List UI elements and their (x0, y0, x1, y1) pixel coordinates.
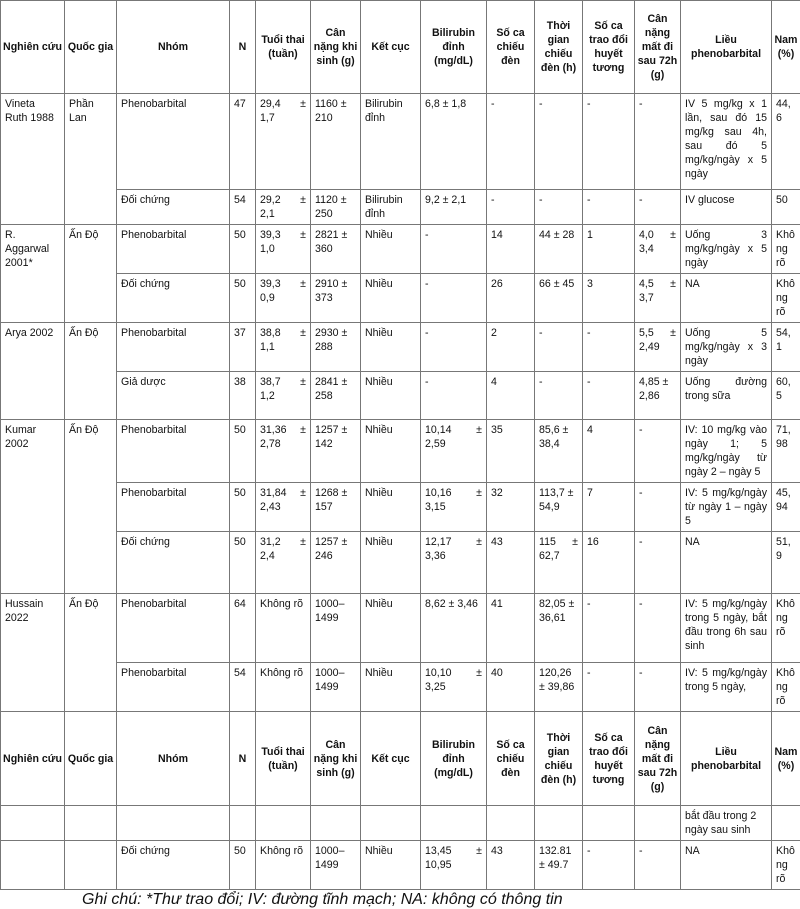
table-cell: - (635, 663, 681, 712)
header-cell: Tuổi thai (tuần) (256, 712, 311, 806)
table-cell (65, 841, 117, 890)
header-cell: Liều phenobarbital (681, 1, 772, 94)
table-cell: Nhiều (361, 532, 421, 594)
country-cell: Ấn Độ (65, 225, 117, 323)
table-cell: - (583, 841, 635, 890)
table-cell: 14 (487, 225, 535, 274)
table-row (1, 323, 800, 372)
table-cell (117, 806, 230, 841)
table-cell (1, 841, 65, 890)
table-cell: 1000–1499 (311, 663, 361, 712)
table-cell: Phenobarbital (117, 594, 230, 663)
table-cell: Đối chứng (117, 274, 230, 323)
table-cell: Bilirubin đỉnh (361, 94, 421, 190)
table-cell: 50 (230, 483, 256, 532)
study-name-cell: Arya 2002 (1, 323, 65, 420)
header-cell: Nam (%) (772, 712, 800, 806)
table-cell: 51,9 (772, 532, 800, 594)
header-cell: Quốc gia (65, 1, 117, 94)
table-cell: 41 (487, 594, 535, 663)
country-cell: Ấn Độ (65, 594, 117, 712)
table-cell: - (583, 323, 635, 372)
table-cell: 1000–1499 (311, 841, 361, 890)
table-cell: 31,84 ± 2,43 (256, 483, 311, 532)
table-cell: Không rõ (772, 663, 800, 712)
table-cell: 43 (487, 841, 535, 890)
header-row (1, 1, 800, 94)
table-cell: Không rõ (772, 841, 800, 890)
table-cell: 6,8 ± 1,8 (421, 94, 487, 190)
table-cell: Nhiều (361, 841, 421, 890)
header-cell: Bilirubin đỉnh (mg/dL) (421, 712, 487, 806)
table-cell: 71,98 (772, 420, 800, 483)
table-cell: 37 (230, 323, 256, 372)
table-cell: 29,4 ± 1,7 (256, 94, 311, 190)
table-cell: 13,45 ± 10,95 (421, 841, 487, 890)
table-cell: Bilirubin đỉnh (361, 190, 421, 225)
table-cell: - (635, 532, 681, 594)
table-cell: 1268 ± 157 (311, 483, 361, 532)
table-cell: Không rõ (256, 841, 311, 890)
table-cell: Phenobarbital (117, 225, 230, 274)
table-cell: 26 (487, 274, 535, 323)
table-cell: IV: 5 mg/kg/ngày trong 5 ngày, bắt đầu trong 6h sau sinh (681, 594, 772, 663)
table-cell: Phenobarbital (117, 663, 230, 712)
table-cell: 31,36 ± 2,78 (256, 420, 311, 483)
header-cell: N (230, 712, 256, 806)
table-cell: 50 (230, 225, 256, 274)
header-cell: Cân nặng mất đi sau 72h (g) (635, 712, 681, 806)
table-cell: Nhiều (361, 225, 421, 274)
table-row (1, 594, 800, 663)
table-cell: 1257 ± 142 (311, 420, 361, 483)
table-cell: 39,3 ± 0,9 (256, 274, 311, 323)
header-cell: Kết cục (361, 712, 421, 806)
table-cell: Không rõ (772, 225, 800, 274)
table-cell: - (635, 190, 681, 225)
table-cell: - (635, 94, 681, 190)
header-cell: N (230, 1, 256, 94)
repeated-header-row (1, 712, 800, 806)
table-cell: 82,05 ± 36,61 (535, 594, 583, 663)
country-cell: Ấn Độ (65, 420, 117, 594)
table-row (1, 806, 800, 841)
table-cell: 66 ± 45 (535, 274, 583, 323)
table-cell: - (421, 323, 487, 372)
table-cell: 43 (487, 532, 535, 594)
header-cell: Thời gian chiếu đèn (h) (535, 712, 583, 806)
table-cell: - (421, 372, 487, 420)
table-cell: 10,10 ± 3,25 (421, 663, 487, 712)
header-cell: Nghiên cứu (1, 712, 65, 806)
table-cell (230, 806, 256, 841)
table-cell: 35 (487, 420, 535, 483)
table-cell (256, 806, 311, 841)
table-cell (311, 806, 361, 841)
table-cell: - (583, 663, 635, 712)
table-cell: 1160 ± 210 (311, 94, 361, 190)
table-cell: 3 (583, 274, 635, 323)
table-cell: - (535, 372, 583, 420)
header-cell: Nhóm (117, 1, 230, 94)
table-cell: Không rõ (256, 594, 311, 663)
table-cell: Nhiều (361, 663, 421, 712)
table-cell: - (583, 190, 635, 225)
table-cell: 31,2 ± 2,4 (256, 532, 311, 594)
table-cell: 40 (487, 663, 535, 712)
table-cell: - (583, 372, 635, 420)
table-cell: 50 (230, 420, 256, 483)
table-cell: 4 (487, 372, 535, 420)
table-cell: Nhiều (361, 483, 421, 532)
table-cell: 47 (230, 94, 256, 190)
table-cell: 1120 ± 250 (311, 190, 361, 225)
study-name-cell: Kumar 2002 (1, 420, 65, 594)
table-cell: Giả dược (117, 372, 230, 420)
table-cell: Uống 3 mg/kg/ngày x 5 ngày (681, 225, 772, 274)
table-cell: 29,2 ± 2,1 (256, 190, 311, 225)
table-row (1, 190, 800, 225)
table-cell: 2 (487, 323, 535, 372)
table-cell: 2841 ± 258 (311, 372, 361, 420)
table-cell: Đối chứng (117, 532, 230, 594)
header-cell: Số ca trao đổi huyết tương (583, 712, 635, 806)
table-cell: 38,7 ± 1,2 (256, 372, 311, 420)
table-cell (583, 806, 635, 841)
table-cell: NA (681, 274, 772, 323)
table-cell: Đối chứng (117, 841, 230, 890)
table-cell: 45,94 (772, 483, 800, 532)
table-cell: NA (681, 841, 772, 890)
table-row (1, 841, 800, 890)
header-cell: Cân nặng khi sinh (g) (311, 712, 361, 806)
table-cell: Phenobarbital (117, 483, 230, 532)
header-cell: Cân nặng khi sinh (g) (311, 1, 361, 94)
country-cell: Ấn Độ (65, 323, 117, 420)
header-cell: Tuổi thai (tuần) (256, 1, 311, 94)
table-cell: 54 (230, 190, 256, 225)
table-cell: Phenobarbital (117, 94, 230, 190)
table-cell: - (535, 323, 583, 372)
table-cell: - (635, 483, 681, 532)
table-cell: 50 (230, 841, 256, 890)
table-cell: 2930 ± 288 (311, 323, 361, 372)
table-cell: 44,6 (772, 94, 800, 190)
table-cell (772, 806, 800, 841)
footnote: Ghi chú: *Thư trao đổi; IV: đường tĩnh mạch; NA: không có thông tin (0, 890, 800, 909)
header-cell: Bilirubin đỉnh (mg/dL) (421, 1, 487, 94)
table-cell: Phenobarbital (117, 323, 230, 372)
table-cell: Nhiều (361, 594, 421, 663)
table-row (1, 274, 800, 323)
table-cell: 2910 ± 373 (311, 274, 361, 323)
table-cell: - (487, 94, 535, 190)
table-cell: - (421, 274, 487, 323)
table-cell (361, 806, 421, 841)
table-cell: 85,6 ± 38,4 (535, 420, 583, 483)
table-cell: Nhiều (361, 274, 421, 323)
table-cell: - (583, 594, 635, 663)
table-cell: Không rõ (256, 663, 311, 712)
table-cell: - (583, 94, 635, 190)
table-cell (487, 806, 535, 841)
table-cell: 50 (772, 190, 800, 225)
table-cell: - (635, 841, 681, 890)
country-cell: Phần Lan (65, 94, 117, 225)
table-cell: 39,3 ± 1,0 (256, 225, 311, 274)
table-cell: Phenobarbital (117, 420, 230, 483)
table-row (1, 94, 800, 190)
header-cell: Số ca chiếu đèn (487, 1, 535, 94)
table-cell: 1257 ± 246 (311, 532, 361, 594)
table-cell: - (635, 420, 681, 483)
table-row (1, 372, 800, 420)
table-row (1, 663, 800, 712)
table-cell: NA (681, 532, 772, 594)
table-cell: IV glucose (681, 190, 772, 225)
header-cell: Thời gian chiếu đèn (h) (535, 1, 583, 94)
table-row (1, 225, 800, 274)
table-cell (635, 806, 681, 841)
study-name-cell: R. Aggarwal 2001* (1, 225, 65, 323)
table-row (1, 483, 800, 532)
table-cell: 8,62 ± 3,46 (421, 594, 487, 663)
header-cell: Số ca chiếu đèn (487, 712, 535, 806)
table-cell: Không rõ (772, 274, 800, 323)
header-cell: Kết cục (361, 1, 421, 94)
table-cell: 4 (583, 420, 635, 483)
table-cell: 60,5 (772, 372, 800, 420)
table-cell: - (535, 190, 583, 225)
table-cell (421, 806, 487, 841)
header-cell: Cân nặng mất đi sau 72h (g) (635, 1, 681, 94)
table-cell: Nhiều (361, 323, 421, 372)
table-cell: bắt đầu trong 2 ngày sau sinh (681, 806, 772, 841)
table-cell: Nhiều (361, 372, 421, 420)
table-cell (1, 806, 65, 841)
table-cell: - (421, 225, 487, 274)
table-cell: 44 ± 28 (535, 225, 583, 274)
table-cell: - (635, 594, 681, 663)
table-cell: 38 (230, 372, 256, 420)
header-cell: Nhóm (117, 712, 230, 806)
study-name-cell: Vineta Ruth 1988 (1, 94, 65, 225)
table-cell: Uống 5 mg/kg/ngày x 3 ngày (681, 323, 772, 372)
table-row (1, 420, 800, 483)
table-cell (65, 806, 117, 841)
table-cell: IV 5 mg/kg x 1 lần, sau đó 15 mg/kg sau 4h, sau đó 5 mg/kg/ngày x 5 ngày (681, 94, 772, 190)
table-cell: 5,5 ± 2,49 (635, 323, 681, 372)
table-cell: Không rõ (772, 594, 800, 663)
table-cell: Đối chứng (117, 190, 230, 225)
table-cell: 2821 ± 360 (311, 225, 361, 274)
table-cell: IV: 10 mg/kg vào ngày 1; 5 mg/kg/ngày từ ngày 2 – ngày 5 (681, 420, 772, 483)
table-cell: 113,7 ± 54,9 (535, 483, 583, 532)
table-cell: 32 (487, 483, 535, 532)
header-cell: Nghiên cứu (1, 1, 65, 94)
header-cell: Quốc gia (65, 712, 117, 806)
table-cell: 9,2 ± 2,1 (421, 190, 487, 225)
table-cell: - (487, 190, 535, 225)
table-cell: 38,8 ± 1,1 (256, 323, 311, 372)
table-cell: 50 (230, 532, 256, 594)
table-cell: 4,0 ± 3,4 (635, 225, 681, 274)
header-cell: Liều phenobarbital (681, 712, 772, 806)
table-cell: 120,26 ± 39,86 (535, 663, 583, 712)
table-cell: 50 (230, 274, 256, 323)
table-cell: 10,16 ± 3,15 (421, 483, 487, 532)
table-cell: 16 (583, 532, 635, 594)
table-cell: Uống đường trong sữa (681, 372, 772, 420)
header-cell: Số ca trao đổi huyết tương (583, 1, 635, 94)
table-cell: - (535, 94, 583, 190)
table-cell: 54,1 (772, 323, 800, 372)
table-cell: 1 (583, 225, 635, 274)
table-cell: IV: 5 mg/kg/ngày trong 5 ngày, (681, 663, 772, 712)
header-cell: Nam (%) (772, 1, 800, 94)
table-cell: 64 (230, 594, 256, 663)
table-cell: 132.81 ± 49.7 (535, 841, 583, 890)
table-cell: Nhiều (361, 420, 421, 483)
table-cell: 4,85 ± 2,86 (635, 372, 681, 420)
table-cell: 115 ± 62,7 (535, 532, 583, 594)
table-cell: 10,14 ± 2,59 (421, 420, 487, 483)
study-name-cell: Hussain 2022 (1, 594, 65, 712)
table-cell: 4,5 ± 3,7 (635, 274, 681, 323)
table-row (1, 532, 800, 594)
table-cell: IV: 5 mg/kg/ngày từ ngày 1 – ngày 5 (681, 483, 772, 532)
table-cell: 1000–1499 (311, 594, 361, 663)
table-cell: 7 (583, 483, 635, 532)
table-cell: 12,17 ± 3,36 (421, 532, 487, 594)
table-cell: 54 (230, 663, 256, 712)
table-cell (535, 806, 583, 841)
